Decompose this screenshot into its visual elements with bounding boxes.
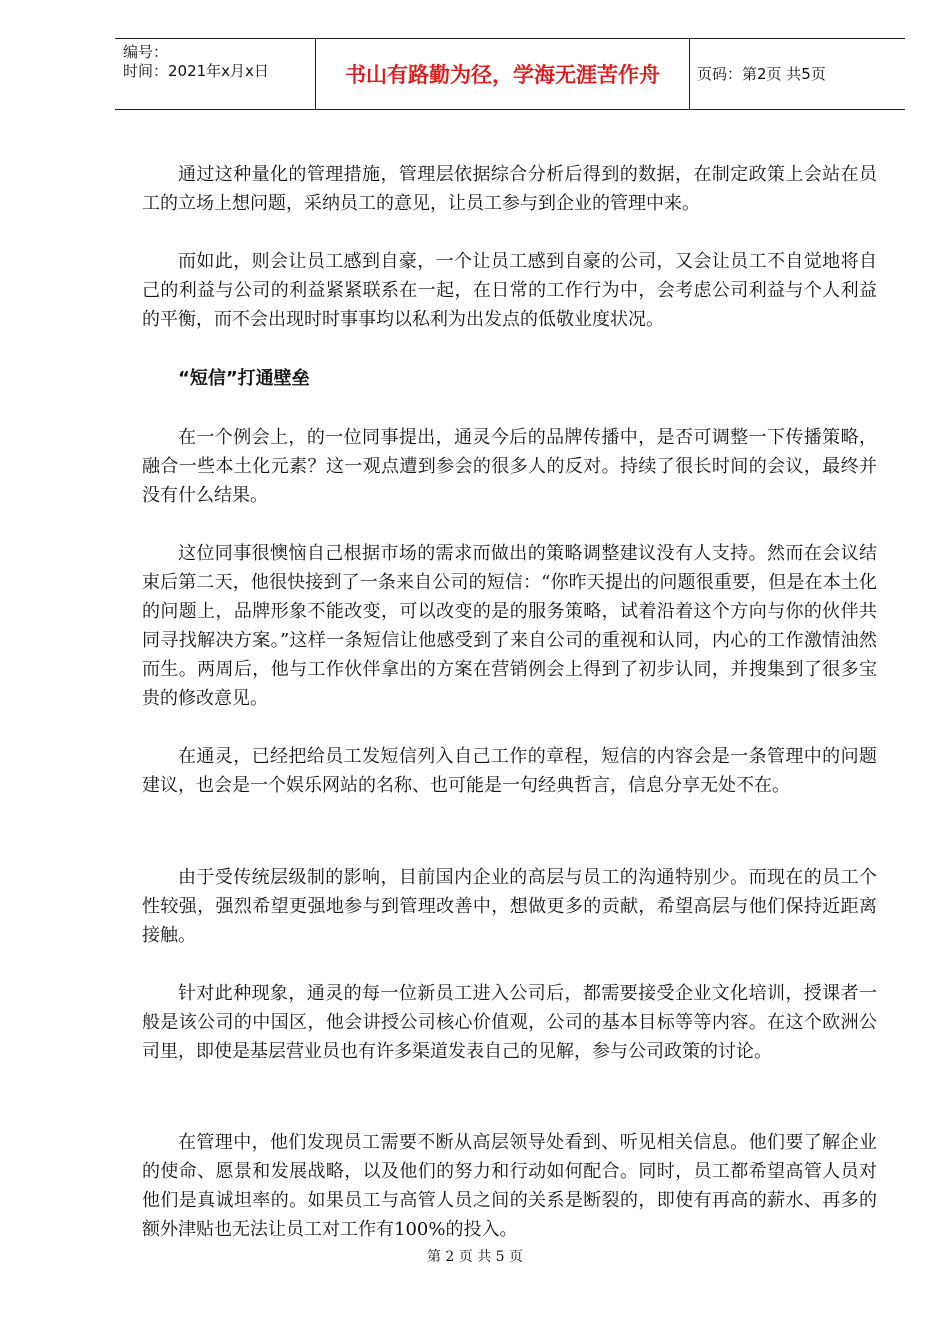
paragraph-1: 通过这种量化的管理措施，管理层依据综合分析后得到的数据，在制定政策上会站在员工的立场上想问题，采纳员工的意见，让员工参与到企业的管理中来。	[142, 164, 877, 214]
page-footer: 第 2 页 共 5 页	[426, 1249, 524, 1265]
section-heading: “短信”打通壁垒	[178, 368, 310, 389]
paragraph-6: 由于受传统层级制的影响，目前国内企业的高层与员工的沟通特别少。而现在的员工个性较强，强烈希望更强地参与到管理改善中，想做更多的贡献，希望高层与他们保持近距离接触。	[142, 867, 877, 946]
header-motto: 书山有路勤为径，学海无涯苦作舟	[316, 39, 690, 109]
number-label: 编号：	[123, 43, 169, 61]
header-meta-cell	[115, 39, 316, 109]
document-body	[142, 160, 877, 1244]
header-page-label: 页码：第2页 共5页	[697, 65, 826, 83]
paragraph-2: 而如此，则会让员工感到自豪，一个让员工感到自豪的公司，又会让员工不自觉地将自己的利益与公司的利益紧紧联系在一起，在日常的工作行为中，会考虑公司利益与个人利益的平衡，而不会出现时时事事均以私利为出发点的低敬业度状况。	[142, 251, 877, 330]
paragraph-8: 在管理中，他们发现员工需要不断从高层领导处看到、听见相关信息。他们要了解企业的使命、愿景和发展战略，以及他们的努力和行动如何配合。同时，员工都希望高管人员对他们是真诚坦率的。如果员工与高管人员之间的关系是断裂的，即使有再高的薪水、再多的额外津贴也无法让员工对工作有100%的投入。	[142, 1132, 877, 1240]
paragraph-4: 这位同事很懊恼自己根据市场的需求而做出的策略调整建议没有人支持。然而在会议结束后第二天，他很快接到了一条来自公司的短信：“你昨天提出的问题很重要，但是在本土化的问题上，品牌形象不能改变，可以改变的是的服务策略，试着沿着这个方向与你的伙伴共同寻找解决方案。”这样一条短信让他感受到了来自公司的重视和认同，内心的工作激情油然而生。两周后，他与工作伙伴拿出的方案在营销例会上得到了初步认同，并搜集到了很多宝贵的修改意见。	[142, 543, 877, 709]
time-label: 时间：2021年x月x日	[123, 62, 269, 80]
paragraph-5: 在通灵，已经把给员工发短信列入自己工作的章程，短信的内容会是一条管理中的问题建议，也会是一个娱乐网站的名称、也可能是一句经典哲言，信息分享无处不在。	[142, 746, 877, 796]
paragraph-3: 在一个例会上，的一位同事提出，通灵今后的品牌传播中，是否可调整一下传播策略，融合一些本土化元素？这一观点遭到参会的很多人的反对。持续了很长时间的会议，最终并没有什么结果。	[142, 427, 877, 506]
page-header	[115, 38, 905, 110]
paragraph-7: 针对此种现象，通灵的每一位新员工进入公司后，都需要接受企业文化培训，授课者一般是该公司的中国区，他会讲授公司核心价值观，公司的基本目标等等内容。在这个欧洲公司里，即使是基层营业员也有许多渠道发表自己的见解，参与公司政策的讨论。	[142, 983, 877, 1062]
